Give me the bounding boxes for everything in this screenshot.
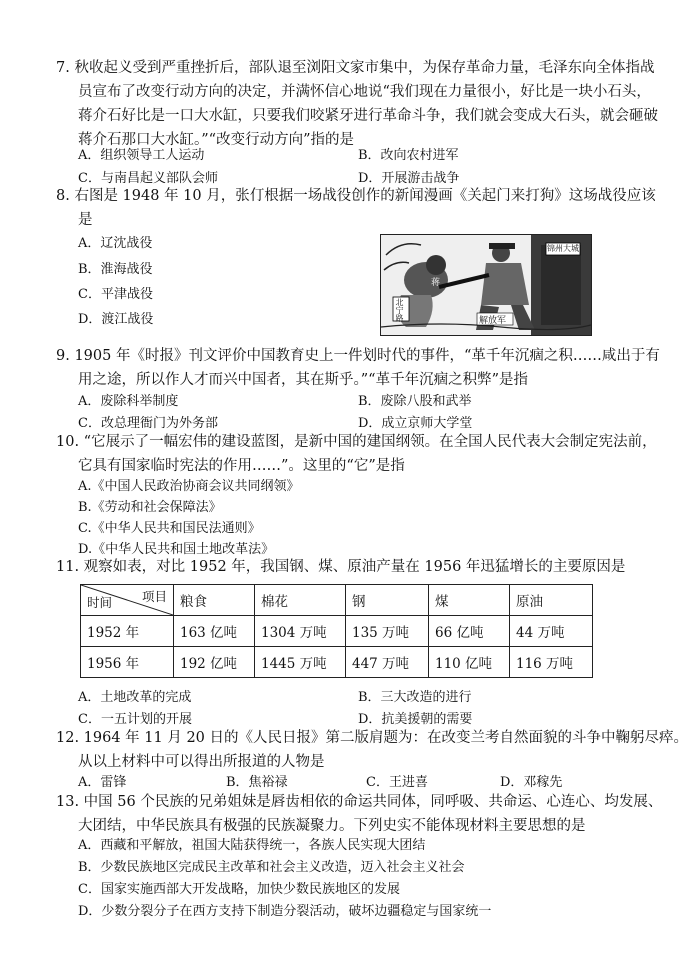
table-cell: 1952 年 — [81, 616, 174, 647]
option-a[interactable]: A．西藏和平解放，祖国大陆获得统一，各族人民实现大团结 — [78, 838, 426, 853]
question-text: 是 — [78, 212, 93, 228]
cartoon-label-army: 解放军 — [479, 316, 507, 326]
option-b[interactable]: B．少数民族地区完成民主改革和社会主义改造，迈入社会主义社会 — [78, 860, 465, 875]
option-b[interactable]: B.《劳动和社会保障法》 — [78, 500, 222, 515]
table-cell: 44 万吨 — [510, 616, 593, 647]
production-table — [80, 584, 593, 678]
option-c[interactable]: C．一五计划的开展 — [78, 712, 192, 727]
question-9 — [56, 344, 660, 392]
table-cell: 192 亿吨 — [174, 647, 255, 678]
cartoon-label-city: 锦州大城 — [547, 244, 579, 253]
question-text: 12. 1964 年 11 月 20 日的《人民日报》第二版肩题为：在改变兰考自然面貌的斗争中鞠躬尽瘁。 — [56, 730, 688, 746]
question-12 — [56, 726, 688, 774]
option-c[interactable]: C．改总理衙门为外务部 — [78, 416, 218, 431]
option-a[interactable]: A．土地改革的完成 — [78, 690, 192, 705]
table-cell: 66 亿吨 — [429, 616, 510, 647]
question-text: 13. 中国 56 个民族的兄弟姐妹是唇齿相依的命运共同体，同呼吸、共命运、心连心、均发展、 — [56, 794, 663, 810]
cartoon-label-road: 北宁路 — [395, 298, 404, 322]
table-cell: 1956 年 — [81, 647, 174, 678]
option-d[interactable]: D．渡江战役 — [78, 312, 154, 327]
table-row — [81, 616, 593, 647]
question-text: 员宣布了改变行动方向的决定，并满怀信心地说“我们现在力量很小，好比是一块小石头， — [78, 84, 651, 100]
table-cell: 1445 万吨 — [255, 647, 346, 678]
option-d[interactable]: D．邓稼先 — [500, 775, 563, 790]
option-d[interactable]: D．少数分裂分子在西方支持下制造分裂活动，破坏边疆稳定与国家统一 — [78, 904, 492, 919]
question-7 — [56, 56, 656, 152]
question-10 — [56, 430, 656, 478]
table-header-cell: 棉花 — [255, 585, 346, 616]
question-text: 用之途，所以作人才而兴中国者，其在斯乎。”“革千年沉痼之积弊”是指 — [78, 372, 528, 388]
option-b[interactable]: B．淮海战役 — [78, 262, 153, 277]
table-cell: 1304 万吨 — [255, 616, 346, 647]
question-text: 11. 观察如表，对比 1952 年，我国钢、煤、原油产量在 1956 年迅猛增长的主要原因是 — [56, 559, 626, 575]
question-text: 蒋介石那口大水缸。”“改变行动方向”指的是 — [78, 132, 354, 148]
option-c[interactable]: C．与南昌起义部队会师 — [78, 171, 218, 186]
table-header-cell: 煤 — [429, 585, 510, 616]
option-c[interactable]: C．平津战役 — [78, 287, 153, 302]
question-11 — [56, 555, 656, 579]
option-b[interactable]: B．废除八股和武举 — [358, 394, 472, 409]
question-text: 它具有国家临时宪法的作用……”。这里的“它”是指 — [78, 458, 405, 474]
table-corner-cell — [81, 585, 174, 616]
question-13 — [56, 790, 663, 838]
question-text: 大团结，中华民族具有极强的民族凝聚力。下列史实不能体现材料主要思想的是 — [78, 818, 586, 834]
table-cell: 110 亿吨 — [429, 647, 510, 678]
table-cell: 447 万吨 — [346, 647, 429, 678]
corner-item-label: 项目 — [141, 589, 167, 604]
option-d[interactable]: D．抗美援朝的需要 — [358, 712, 473, 727]
option-d[interactable]: D．成立京师大学堂 — [358, 416, 473, 431]
option-c[interactable]: C.《中华人民共和国民法通则》 — [78, 521, 261, 536]
table-header-row — [81, 585, 593, 616]
table-row — [81, 647, 593, 678]
option-a[interactable]: A．组织领导工人运动 — [78, 148, 205, 163]
option-c[interactable]: C．国家实施西部大开发战略，加快少数民族地区的发展 — [78, 882, 400, 897]
cartoon-image — [380, 234, 592, 336]
question-text: 7. 秋收起义受到严重挫折后，部队退至浏阳文家市集中，为保存革命力量，毛泽东向全体指战 — [56, 60, 655, 76]
table-cell: 163 亿吨 — [174, 616, 255, 647]
question-text: 9. 1905 年《时报》刊文评价中国教育史上一件划时代的事件，“革千年沉痼之积……咸出于有 — [56, 348, 660, 364]
option-a[interactable]: A．废除科举制度 — [78, 394, 179, 409]
corner-time-label: 时间 — [87, 595, 113, 610]
table-header-cell: 粮食 — [174, 585, 255, 616]
table-header-cell: 原油 — [510, 585, 593, 616]
table-header-cell: 钢 — [346, 585, 429, 616]
option-c[interactable]: C．王进喜 — [366, 775, 428, 790]
option-a[interactable]: A．辽沈战役 — [78, 236, 153, 251]
option-a[interactable]: A．雷锋 — [78, 775, 127, 790]
question-text: 蒋介石好比是一口大水缸，只要我们咬紧牙进行革命斗争，我们就会变成大石头，就会砸破 — [78, 108, 658, 124]
question-text: 8. 右图是 1948 年 10 月，张仃根据一场战役创作的新闻漫画《关起门来打狗》这场战役应该 — [56, 188, 656, 204]
cartoon-label-dog: 蒋 — [431, 278, 441, 288]
option-b[interactable]: B．焦裕禄 — [226, 775, 288, 790]
table-cell: 135 万吨 — [346, 616, 429, 647]
option-d[interactable]: D．开展游击战争 — [358, 171, 460, 186]
option-b[interactable]: B．改向农村进军 — [358, 148, 459, 163]
option-b[interactable]: B．三大改造的进行 — [358, 690, 472, 705]
question-8 — [56, 184, 656, 232]
question-text: 10. “它展示了一幅宏伟的建设蓝图，是新中国的建国纲领。在全国人民代表大会制定宪法前， — [56, 434, 657, 450]
option-a[interactable]: A.《中国人民政治协商会议共同纲领》 — [78, 479, 300, 494]
table-cell: 116 万吨 — [510, 647, 593, 678]
option-d[interactable]: D.《中华人民共和国土地改革法》 — [78, 542, 275, 557]
question-text: 从以上材料中可以得出所报道的人物是 — [78, 754, 325, 770]
